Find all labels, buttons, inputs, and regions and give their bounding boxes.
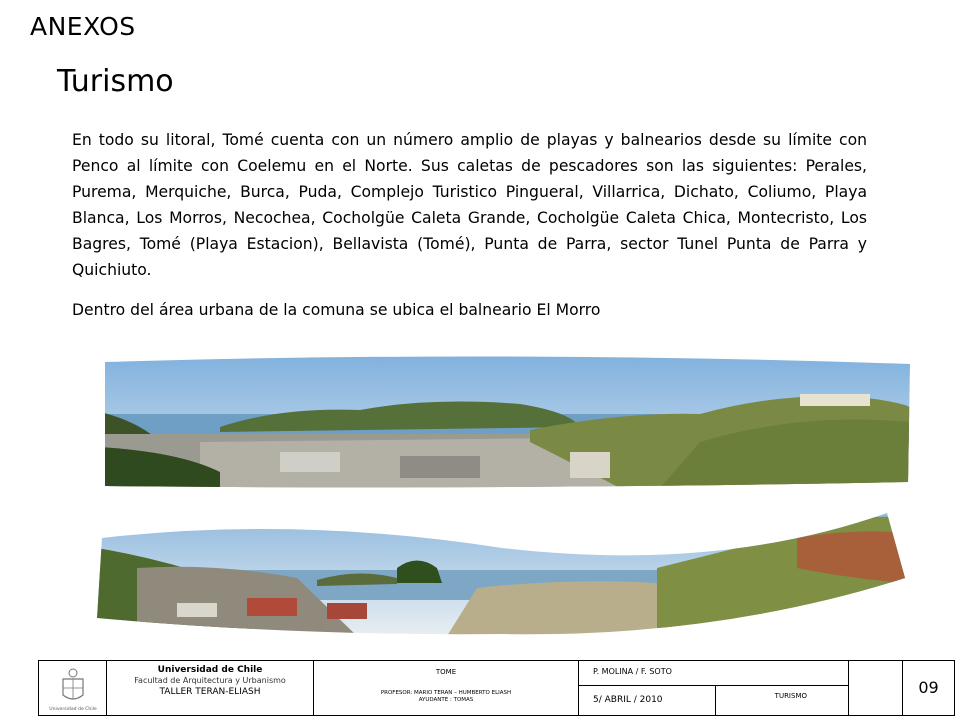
workshop-name: TALLER TERAN-ELIASH — [159, 687, 261, 697]
authors: P. MOLINA / F. SOTO — [593, 667, 672, 676]
paragraph-el-morro: Dentro del área urbana de la comuna se ubica el balneario El Morro — [72, 301, 601, 319]
paragraph-beaches: En todo su litoral, Tomé cuenta con un número amplio de playas y balnearios desde su límite con Penco al límite con Coelemu en el Norte. Sus caletas de pescadores son las siguientes: Perales, Purema, Merquiche, Burca, Puda, Complejo Turistico Pingueral, Villarrica, Dichato, Coliumo, Playa Blanca, Los Morros, Necochea, Cocholgüe Caleta Grande, Cocholgüe Caleta Chica, Montecristo, Los Bagres, Tomé (Playa Estacion), Bellavista (Tomé), Punta de Parra, sector Tunel Punta de Parra y Quichiuto. — [72, 131, 867, 279]
professors: PROFESOR: MARIO TERAN – HUMBERTO ELIASH — [380, 690, 512, 696]
sheet-number-cell — [902, 661, 954, 715]
assistant: AYUDANTE : TOMAS — [418, 697, 474, 703]
project-info — [314, 661, 579, 715]
sheet-topic: TURISMO — [774, 692, 807, 700]
university-logo — [39, 661, 107, 715]
body-text — [72, 127, 867, 323]
project-name: TOME — [435, 668, 457, 676]
sheet-info — [579, 661, 849, 715]
section-label: ANEXOS — [30, 12, 136, 41]
title-block — [38, 660, 955, 716]
page-title: Turismo — [57, 64, 174, 99]
logo-caption: Universidad de Chile — [48, 707, 97, 712]
university-name: Universidad de Chile — [157, 665, 263, 675]
panorama-photo-top — [100, 352, 910, 488]
sheet-number: 09 — [918, 678, 939, 697]
date: 5/ ABRIL / 2010 — [593, 695, 663, 705]
faculty-name: Facultad de Arquitectura y Urbanismo — [134, 676, 286, 685]
panorama-photo-bottom — [97, 508, 905, 636]
university-seal-icon — [47, 663, 99, 713]
university-info — [107, 661, 314, 715]
